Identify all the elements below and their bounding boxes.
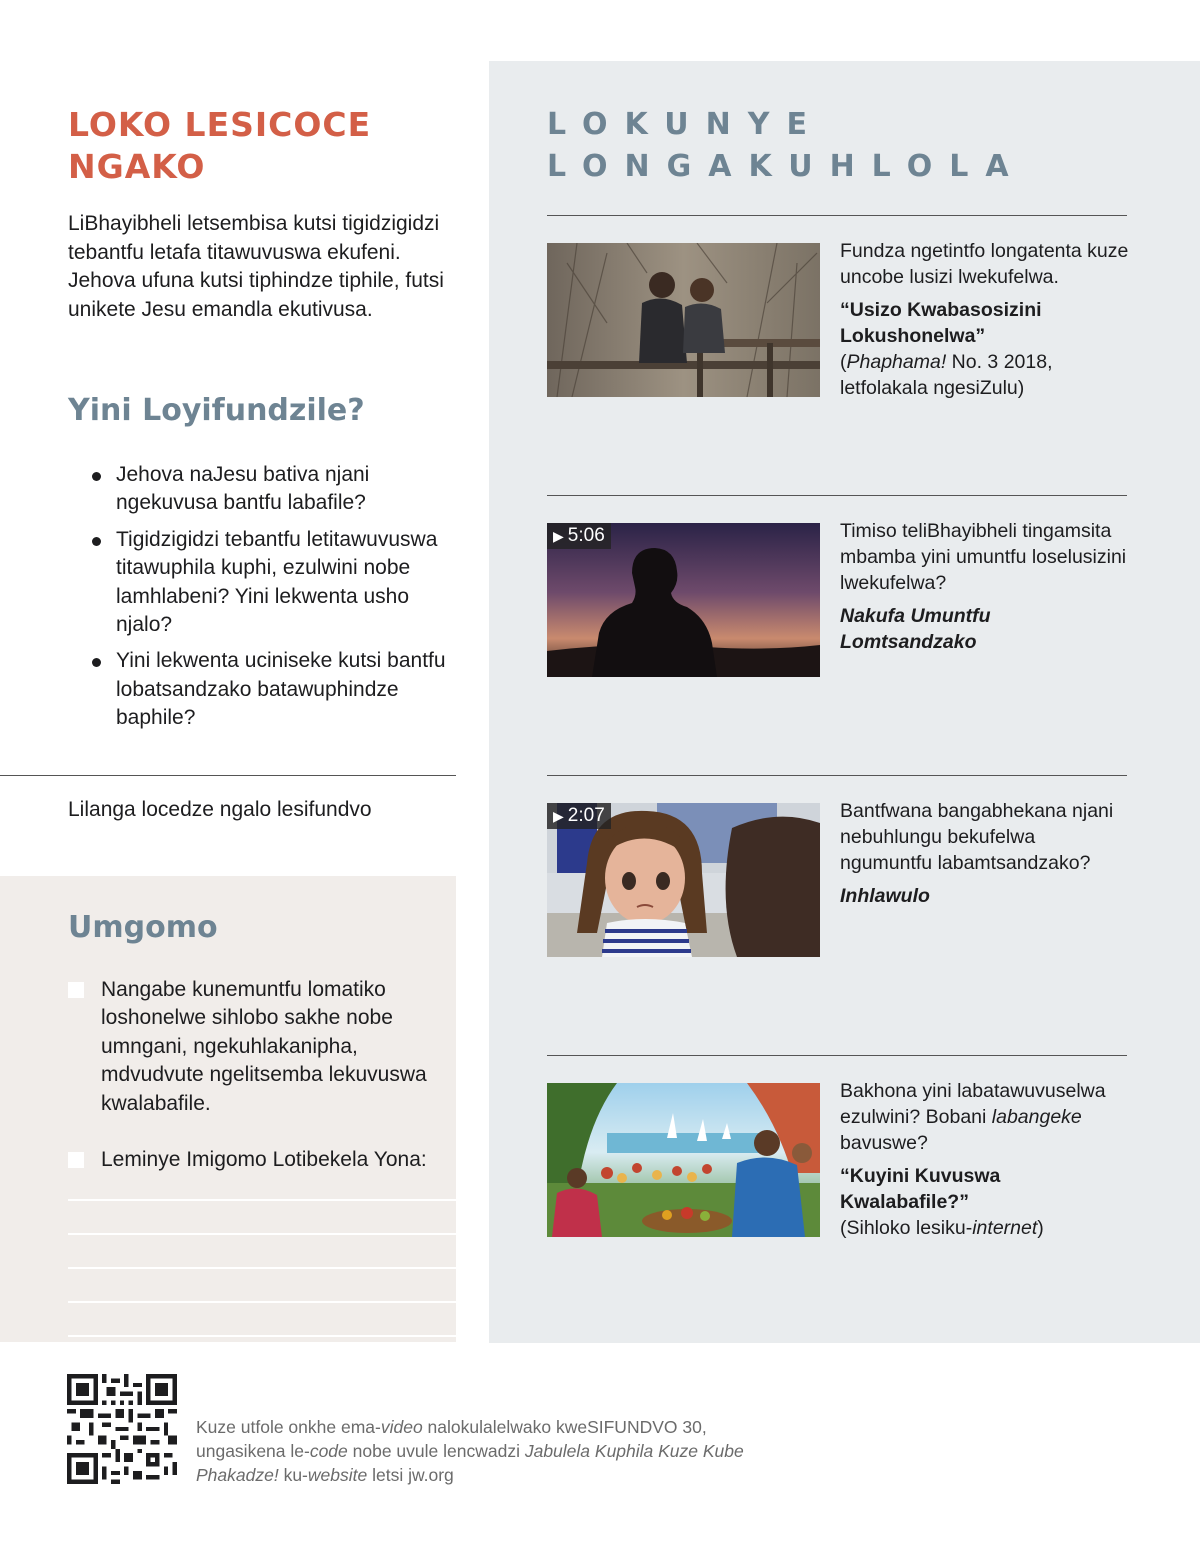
goal-item [68,976,453,1118]
checkbox[interactable] [68,1152,84,1168]
video-duration-badge: ▶ 2:07 [547,803,611,829]
divider [547,1055,1127,1056]
couple-on-bridge-image [547,243,820,397]
resource-video-children-grief: Bantfwana bangabhekana njani nebuhlungu bekufelwa ngumuntfu labamtsandzako? Inhlawulo [840,798,1130,909]
summary-title [68,104,448,188]
resource-article-grief: Fundza ngetintfo longatenta kuze uncobe lusizi lwekufelwa. “Usizo Kwabasosizini Lokushonelwa” (Phaphama! No. 3 2018, letfolakala ngesiZulu) [840,240,1129,399]
writing-line[interactable] [68,1199,456,1201]
writing-line[interactable] [68,1301,456,1303]
review-question: Yini lekwenta uciniseke kutsi bantfu lobatsandzako batawuphindze baphile? [90,647,460,732]
goal-title: Umgomo [68,910,218,945]
play-icon: ▶ [553,528,564,544]
summary-text: LiBhayibheli letsembisa kutsi tigidzigidzi tebantfu letafa titawuvuswa ekufeni. Jehova ufuna kutsi tiphindze tiphile, futsi unikete Jesu emandla ekutivusa. [68,212,444,321]
resource-title[interactable]: Inhlawulo [840,885,930,907]
bullet-icon [92,658,101,667]
writing-line[interactable] [68,1335,456,1337]
completion-date-label: Lilanga locedze ngalo lesifundvo [68,798,372,821]
review-question: Jehova naJesu bativa njani ngekuvusa bantfu labafile? [90,461,460,518]
summary-title-line2: NGAKO [68,147,206,186]
resource-source: (Phaphama! No. 3 2018, letfolakala ngesiZulu) [840,351,1053,399]
play-icon: ▶ [553,808,564,824]
review-question-list [90,461,460,741]
bullet-icon [92,537,101,546]
review-question: Tigidzigidzi tebantfu letitawuvuswa titawuphila kuphi, ezulwini nobe lamhlabeni? Yini lekwenta usho njalo? [90,526,460,640]
bullet-icon [92,472,101,481]
paradise-gathering-painting[interactable] [547,1083,820,1237]
resource-title[interactable]: “Usizo Kwabasosizini Lokushonelwa” [840,299,1042,347]
review-title: Yini Loyifundzile? [68,393,365,428]
resource-title[interactable]: “Kuyini Kuvuswa Kwalabafile?” [840,1165,1001,1213]
resource-source: (Sihloko lesiku-internet) [840,1217,1044,1239]
resource-video-bible-principles: Timiso teliBhayibheli tingamsita mbamba yini umuntfu loselusizini lwekufelwa? Nakufa Umuntfu Lomtsandzako [840,518,1130,655]
couple-on-bridge-photo[interactable] [547,243,820,397]
writing-line[interactable] [68,1267,456,1269]
goal-item [68,1146,453,1174]
divider [547,215,1127,216]
silhouette-at-dusk-video[interactable] [547,523,820,677]
summary-title-line1: LOKO LESICOCE [68,105,372,144]
goal-item-text: Leminye Imigomo Lotibekela Yona: [101,1148,427,1171]
divider [0,775,456,776]
video-duration-badge: ▶ 5:06 [547,523,611,549]
divider [547,775,1127,776]
checkbox[interactable] [68,982,84,998]
paradise-image [547,1083,820,1237]
resource-article-resurrection: Bakhona yini labatawuvuselwa ezulwini? Bobani labangeke bavuswe? “Kuyini Kuvuswa Kwalabafile?” (Sihloko lesiku-internet) [840,1078,1130,1241]
divider [547,495,1127,496]
explore-more-title: LOKUNYE LONGAKUHLOLA [547,107,1026,184]
qr-code-icon[interactable] [67,1374,177,1484]
goal-item-text: Nangabe kunemuntfu lomatiko loshonelwe sihlobo sakhe nobe umngani, ngekuhlakanipha, mdvudvute ngelitsemba lekuvuswa kwalabafile. [101,978,427,1115]
animated-girl-video[interactable] [547,803,820,957]
footer-note: Kuze utfole onkhe ema-video nalokulalelwako kweSIFUNDVO 30, ungasikena le-code nobe uvule lencwadzi Jabulela Kuphila Kuze Kube Phakadze! ku-website letsi jw.org [196,1417,744,1485]
resource-title[interactable]: Nakufa Umuntfu Lomtsandzako [840,605,991,653]
writing-line[interactable] [68,1233,456,1235]
